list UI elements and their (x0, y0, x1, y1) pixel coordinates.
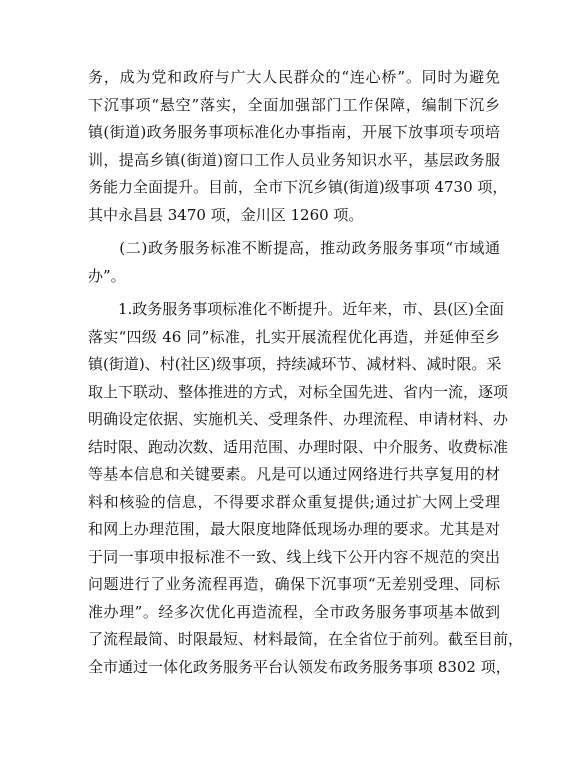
text-line: (二)政务服务标准不断提高，推动政务服务事项“市域通 (88, 239, 500, 257)
text-line: 问题进行了业务流程再造，确保下沉事项“无差别受理、同标 (88, 575, 500, 593)
text-line: 落实“四级 46 同”标准，扎实开展流程优化再造，并延伸至乡 (88, 327, 500, 346)
text-line: 准办理”。经多次优化再造流程，全市政务服务事项基本做到 (88, 602, 500, 621)
text-line: 务，成为党和政府与广大人民群众的“连心桥”。同时为避免 (88, 68, 500, 86)
text-line: 镇(街道)政务服务事项标准化办事指南，开展下放事项专项培 (88, 123, 500, 141)
text-line: 明确设定依据、实施机关、受理条件、办理流程、申请材料、办 (88, 410, 509, 428)
text-line: 办”。 (88, 266, 126, 285)
text-line: 等基本信息和关键要素。凡是可以通过网络进行共享复用的材 (88, 465, 500, 483)
text-line: 训，提高乡镇(街道)窗口工作人员业务知识水平，基层政务服 (88, 150, 500, 169)
text-line: 全市通过一体化政务服务平台认领发布政务服务事项 8302 项， (88, 657, 511, 676)
text-line: 务能力全面提升。目前，全市下沉乡镇(街道)级事项 4730 项， (88, 178, 508, 196)
text-line: 结时限、跑动次数、适用范围、办理时限、中介服务、收费标准 (88, 437, 509, 456)
paragraph-standardization (88, 296, 524, 681)
text-line: 下沉事项“悬空”落实，全面加强部门工作保障，编制下沉乡 (88, 95, 500, 114)
text-line: 料和核验的信息，不得要求群众重复提供;通过扩大网上受理 (88, 492, 500, 511)
text-line: 了流程最简、时限最短、材料最简，在全省位于前列。截至目前， (88, 630, 524, 648)
text-line: 于同一事项申报标准不一致、线上线下公开内容不规范的突出 (88, 547, 500, 566)
text-line: 镇(街道)、村(社区)级事项，持续减环节、减材料、减时限。采 (88, 355, 502, 373)
text-line: 1.政务服务事项标准化不断提升。近年来，市、县(区)全面 (88, 300, 505, 318)
section-heading-standards (88, 235, 500, 290)
text-line: 和网上办理范围，最大限度地降低现场办理的要求。尤其是对 (88, 520, 500, 538)
paragraph-township-services (88, 64, 508, 229)
text-line: 其中永昌县 3470 项，金川区 1260 项。 (88, 205, 364, 224)
body-text (88, 64, 524, 681)
text-line: 取上下联动、整体推进的方式，对标全国先进、省内一流，逐项 (88, 382, 509, 401)
